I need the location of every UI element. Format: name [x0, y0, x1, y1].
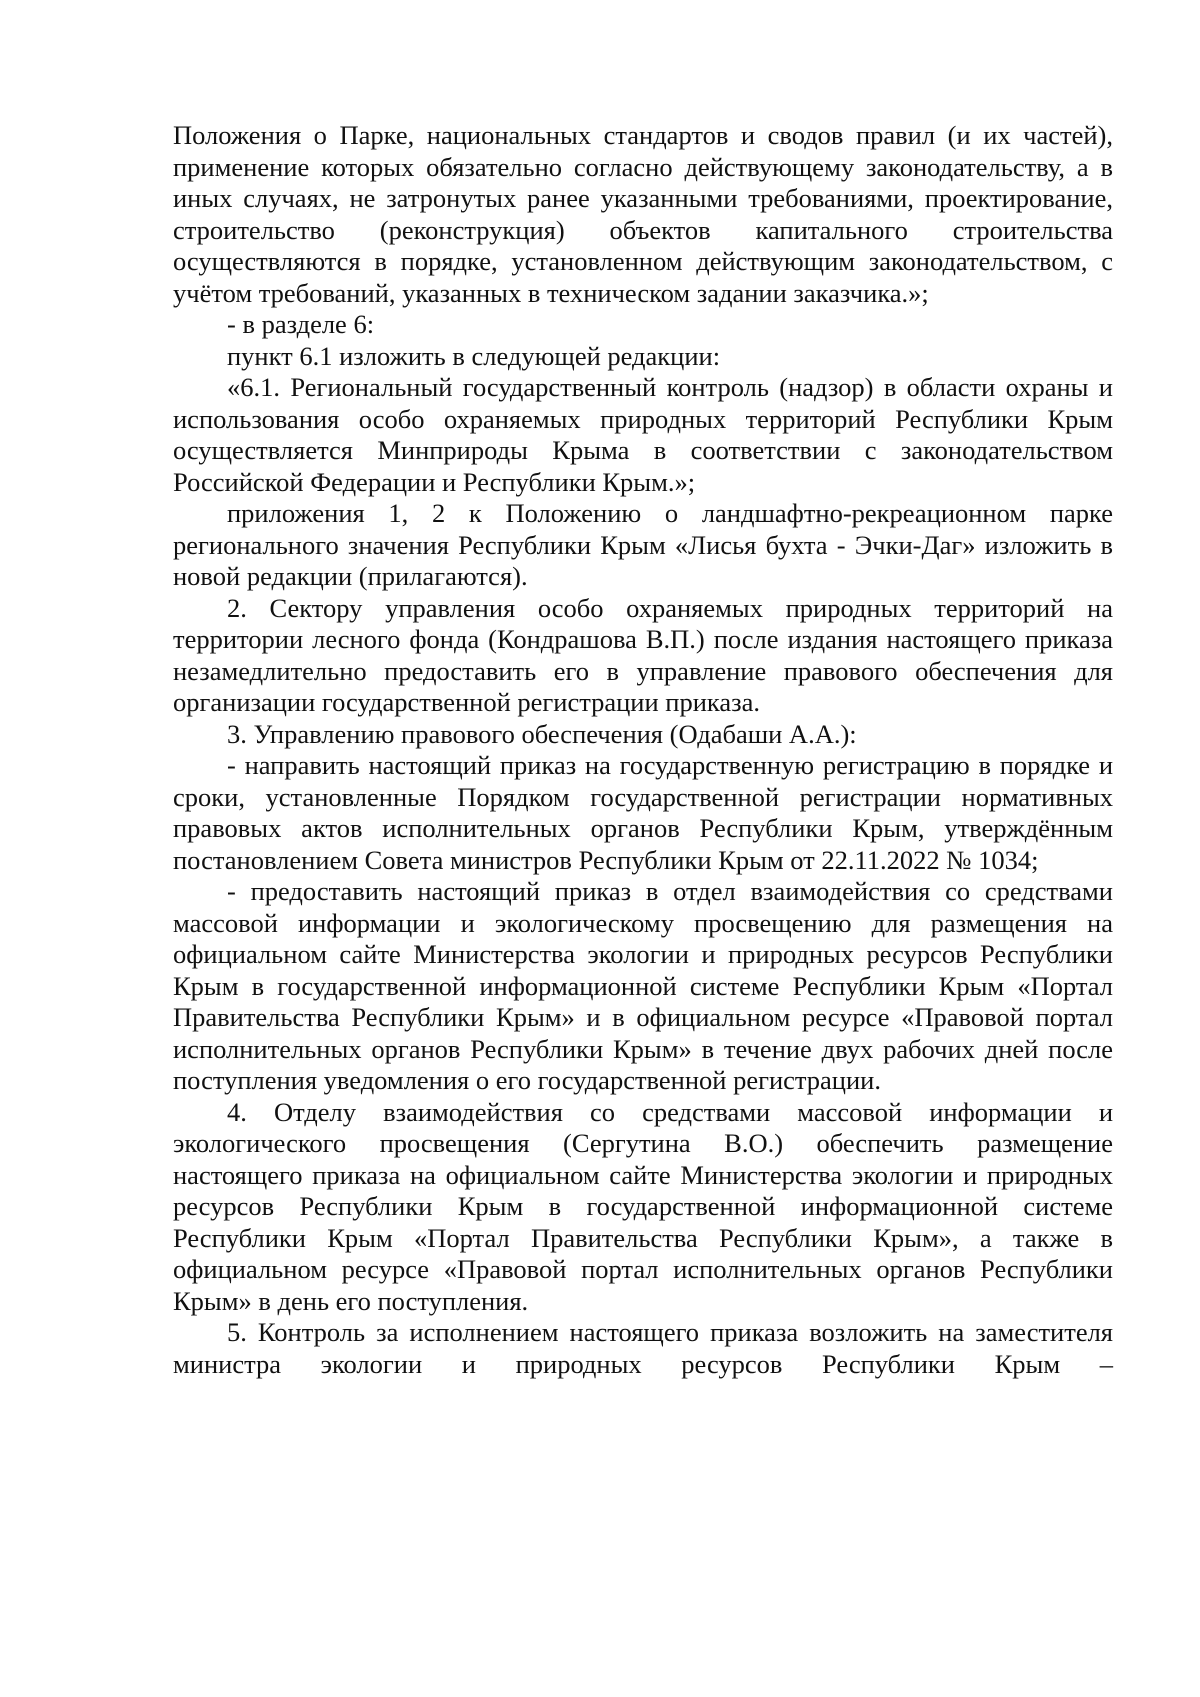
paragraph-item-6-1-text: «6.1. Региональный государственный контроль (надзор) в области охраны и использования особо охраняемых природных территорий Республики Крым осуществляется Минприроды Крыма в соответствии с законодательством Российской Федерации и Республики Крым.»; [173, 372, 1113, 497]
paragraph-point-3-registration: - направить настоящий приказ на государственную регистрацию в порядке и сроки, установленные Порядком государственной регистрации нормативных правовых актов исполнительных органов Республики Крым, утверждённым постановлением Совета министров Республики Крым от 22.11.2022 № 1034; [173, 750, 1113, 875]
paragraph-point-4: 4. Отделу взаимодействия со средствами массовой информации и экологического просвещения (Сергутина В.О.) обеспечить размещение настоящего приказа на официальном сайте Министерства экологии и природных ресурсов Республики Крым в государственной информационной системе Республики Крым «Портал Правительства Республики Крым», а также в официальном ресурсе «Правовой портал исполнительных органов Республики Крым» в день его поступления. [173, 1096, 1113, 1316]
paragraph-section-6: - в разделе 6: [227, 309, 375, 339]
paragraph-regulations-continuation: Положения о Парке, национальных стандартов и сводов правил (и их частей), применение которых обязательно согласно действующему законодательству, а в иных случаях, не затронутых ранее указанными требованиями, проектирование, строительство (реконструкция) объектов капитального строительства осуществляются в порядке, установленном действующим законодательством, с учётом требований, указанных в техническом задании заказчика.»; [173, 120, 1113, 308]
paragraph-item-6-1-intro: пункт 6.1 изложить в следующей редакции: [227, 340, 721, 371]
paragraph-point-3-publication: - предоставить настоящий приказ в отдел взаимодействия со средствами массовой информации и экологическому просвещению для размещения на официальном сайте Министерства экологии и природных ресурсов Республики Крым в государственной информационной системе Республики Крым «Портал Правительства Республики Крым» и в официальном ресурсе «Правовой портал исполнительных органов Республики Крым» в течение двух рабочих дней после поступления уведомления о его государственной регистрации. [173, 876, 1113, 1095]
document-page [173, 120, 1113, 1380]
paragraph-point-5: 5. Контроль за исполнением настоящего приказа возложить на заместителя министра экологии и природных ресурсов Республики Крым – [173, 1317, 1113, 1379]
paragraph-point-3: 3. Управлению правового обеспечения (Одабаши А.А.): [227, 718, 857, 749]
paragraph-appendices: приложения 1, 2 к Положению о ландшафтно-рекреационном парке регионального значения Республики Крым «Лисья бухта - Эчки-Даг» изложить в новой редакции (прилагаются). [173, 498, 1113, 591]
paragraph-point-2: 2. Сектору управления особо охраняемых природных территорий на территории лесного фонда (Кондрашова В.П.) после издания настоящего приказа незамедлительно предоставить его в управление правового обеспечения для организации государственной регистрации приказа. [173, 592, 1113, 717]
